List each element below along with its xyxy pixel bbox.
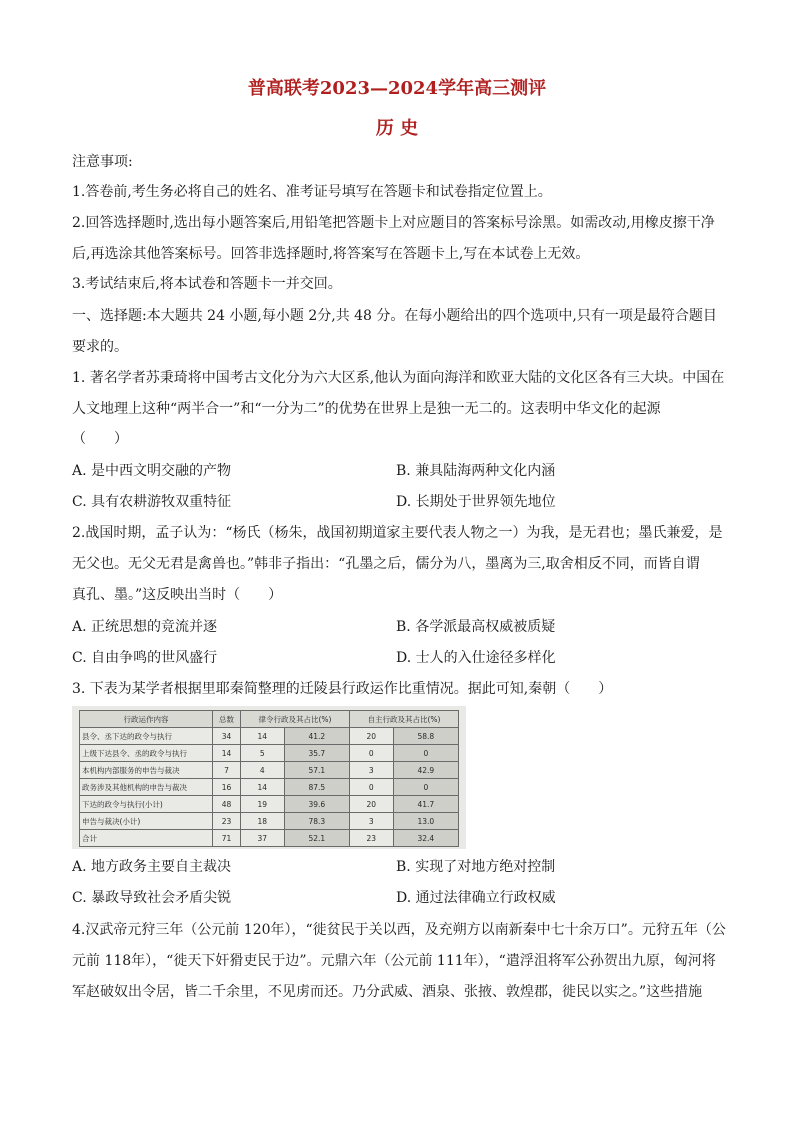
- table-cell: 48: [213, 796, 241, 813]
- table-row: [80, 745, 459, 762]
- table-header-cell: 行政运作内容: [80, 711, 213, 728]
- table-cell: 5: [240, 745, 284, 762]
- table-row: [80, 779, 459, 796]
- q1-option-a: A. 是中西文明交融的产物: [72, 463, 232, 479]
- table-cell: 0: [393, 745, 458, 762]
- table-cell: 0: [349, 779, 393, 796]
- table-cell: 县令、丞下达的政令与执行: [80, 728, 213, 745]
- table-cell: 上级下达县令、丞的政令与执行: [80, 745, 213, 762]
- table-cell: 下达的政令与执行(小计): [80, 796, 213, 813]
- table-cell: 41.7: [393, 796, 458, 813]
- q1-option-b: B. 兼具陆海两种文化内涵: [396, 463, 556, 479]
- section-instruction: 要求的。: [72, 339, 128, 355]
- q1-stem: 1. 著名学者苏秉琦将中国考古文化分为六大区系,他认为面向海洋和欧亚大陆的文化区各有三大块。中国在: [72, 370, 725, 386]
- table-header-cell: 律令行政及其占比(%): [240, 711, 349, 728]
- table-cell: 7: [213, 762, 241, 779]
- table-cell: 32.4: [393, 830, 458, 847]
- table-cell: 58.8: [393, 728, 458, 745]
- table-header-cell: 总数: [213, 711, 241, 728]
- q3-table-image: [72, 706, 466, 849]
- table-cell: 23: [213, 813, 241, 830]
- table-row: [80, 728, 459, 745]
- q4-stem: 军赵破奴出令居，皆二千余里，不见虏而还。乃分武威、酒泉、张掖、敦煌郡，徙民以实之。”这些措施: [72, 984, 703, 1000]
- table-cell: 14: [240, 728, 284, 745]
- exam-title: 普高联考2023—2024学年高三测评: [247, 78, 547, 99]
- table-row: [80, 813, 459, 830]
- table-cell: 87.5: [284, 779, 349, 796]
- notice-heading: 注意事项:: [72, 154, 133, 170]
- table-cell: 20: [349, 728, 393, 745]
- q1-stem: 人文地理上这种“两半合一”和“一分为二”的优势在世界上是独一无二的。这表明中华文化的起源: [72, 401, 661, 417]
- table-cell: 申告与裁决(小计): [80, 813, 213, 830]
- table-cell: 34: [213, 728, 241, 745]
- table-cell: 政务涉及其他机构的申告与裁决: [80, 779, 213, 796]
- table-cell: 本机构内部服务的申告与裁决: [80, 762, 213, 779]
- table-row: [80, 796, 459, 813]
- q2-stem: 真孔、墨。”这反映出当时（ ）: [72, 587, 283, 603]
- q2-option-d: D. 士人的入仕途径多样化: [396, 650, 556, 666]
- q3-option-a: A. 地方政务主要自主裁决: [72, 859, 232, 875]
- table-cell: 19: [240, 796, 284, 813]
- q3-option-c: C. 暴政导致社会矛盾尖锐: [72, 890, 232, 906]
- table-row: [80, 762, 459, 779]
- table-cell: 42.9: [393, 762, 458, 779]
- q2-option-a: A. 正统思想的竞流并逐: [72, 619, 218, 635]
- q1-option-d: D. 长期处于世界领先地位: [396, 494, 556, 510]
- q3-stem: 3. 下表为某学者根据里耶秦简整理的迁陵县行政运作比重情况。据此可知,秦朝（ ）: [72, 681, 613, 697]
- table-cell: 71: [213, 830, 241, 847]
- table-cell: 14: [213, 745, 241, 762]
- table-cell: 37: [240, 830, 284, 847]
- table-header-cell: 自主行政及其占比(%): [349, 711, 458, 728]
- table-cell: 3: [349, 762, 393, 779]
- table-cell: 78.3: [284, 813, 349, 830]
- table-cell: 0: [393, 779, 458, 796]
- table-cell: 合计: [80, 830, 213, 847]
- q1-answer-blank: （ ）: [72, 431, 128, 447]
- q2-option-b: B. 各学派最高权威被质疑: [396, 619, 556, 635]
- q2-stem: 无父也。无父无君是禽兽也。”韩非子指出：“孔墨之后，儒分为八，墨离为三,取舍相反不同，而皆自谓: [72, 556, 700, 572]
- table-cell: 4: [240, 762, 284, 779]
- notice-item: 3.考试结束后,将本试卷和答题卡一并交回。: [72, 276, 342, 292]
- q2-option-c: C. 自由争鸣的世风盛行: [72, 650, 218, 666]
- table-cell: 35.7: [284, 745, 349, 762]
- q4-stem: 元前 118年），“徙天下奸猾吏民于边”。元鼎六年（公元前 111年），“遣浮沮将军公孙贺出九原，匈河将: [72, 953, 716, 969]
- q4-stem: 4.汉武帝元狩三年（公元前 120年），“徙贫民于关以西，及充朔方以南新秦中七十余万口”。元狩五年（公: [72, 922, 726, 938]
- table-cell: 41.2: [284, 728, 349, 745]
- table-cell: 57.1: [284, 762, 349, 779]
- notice-item: 1.答卷前,考生务必将自己的姓名、准考证号填写在答题卡和试卷指定位置上。: [72, 184, 552, 200]
- table-cell: 39.6: [284, 796, 349, 813]
- q3-data-table: [79, 710, 459, 847]
- table-row: [80, 830, 459, 847]
- table-cell: 52.1: [284, 830, 349, 847]
- subject-title: 历 史: [375, 118, 419, 139]
- q3-option-d: D. 通过法律确立行政权威: [396, 890, 556, 906]
- table-cell: 0: [349, 745, 393, 762]
- table-cell: 13.0: [393, 813, 458, 830]
- notice-item: 后,再选涂其他答案标号。回答非选择题时,将答案写在答题卡上,写在本试卷上无效。: [72, 246, 590, 262]
- table-cell: 20: [349, 796, 393, 813]
- q3-option-b: B. 实现了对地方绝对控制: [396, 859, 556, 875]
- table-cell: 16: [213, 779, 241, 796]
- table-cell: 18: [240, 813, 284, 830]
- table-cell: 3: [349, 813, 393, 830]
- table-header-row: [80, 711, 459, 728]
- q2-stem: 2.战国时期，孟子认为：“杨氏（杨朱，战国初期道家主要代表人物之一）为我，是无君也；墨氏兼爱，是: [72, 525, 723, 541]
- table-cell: 14: [240, 779, 284, 796]
- section-instruction: 一、选择题:本大题共 24 小题,每小题 2分,共 48 分。在每小题给出的四个选项中,只有一项是最符合题目: [72, 308, 717, 324]
- q1-option-c: C. 具有农耕游牧双重特征: [72, 494, 232, 510]
- notice-item: 2.回答选择题时,选出每小题答案后,用铅笔把答题卡上对应题目的答案标号涂黑。如需改动,用橡皮擦干净: [72, 215, 715, 231]
- table-cell: 23: [349, 830, 393, 847]
